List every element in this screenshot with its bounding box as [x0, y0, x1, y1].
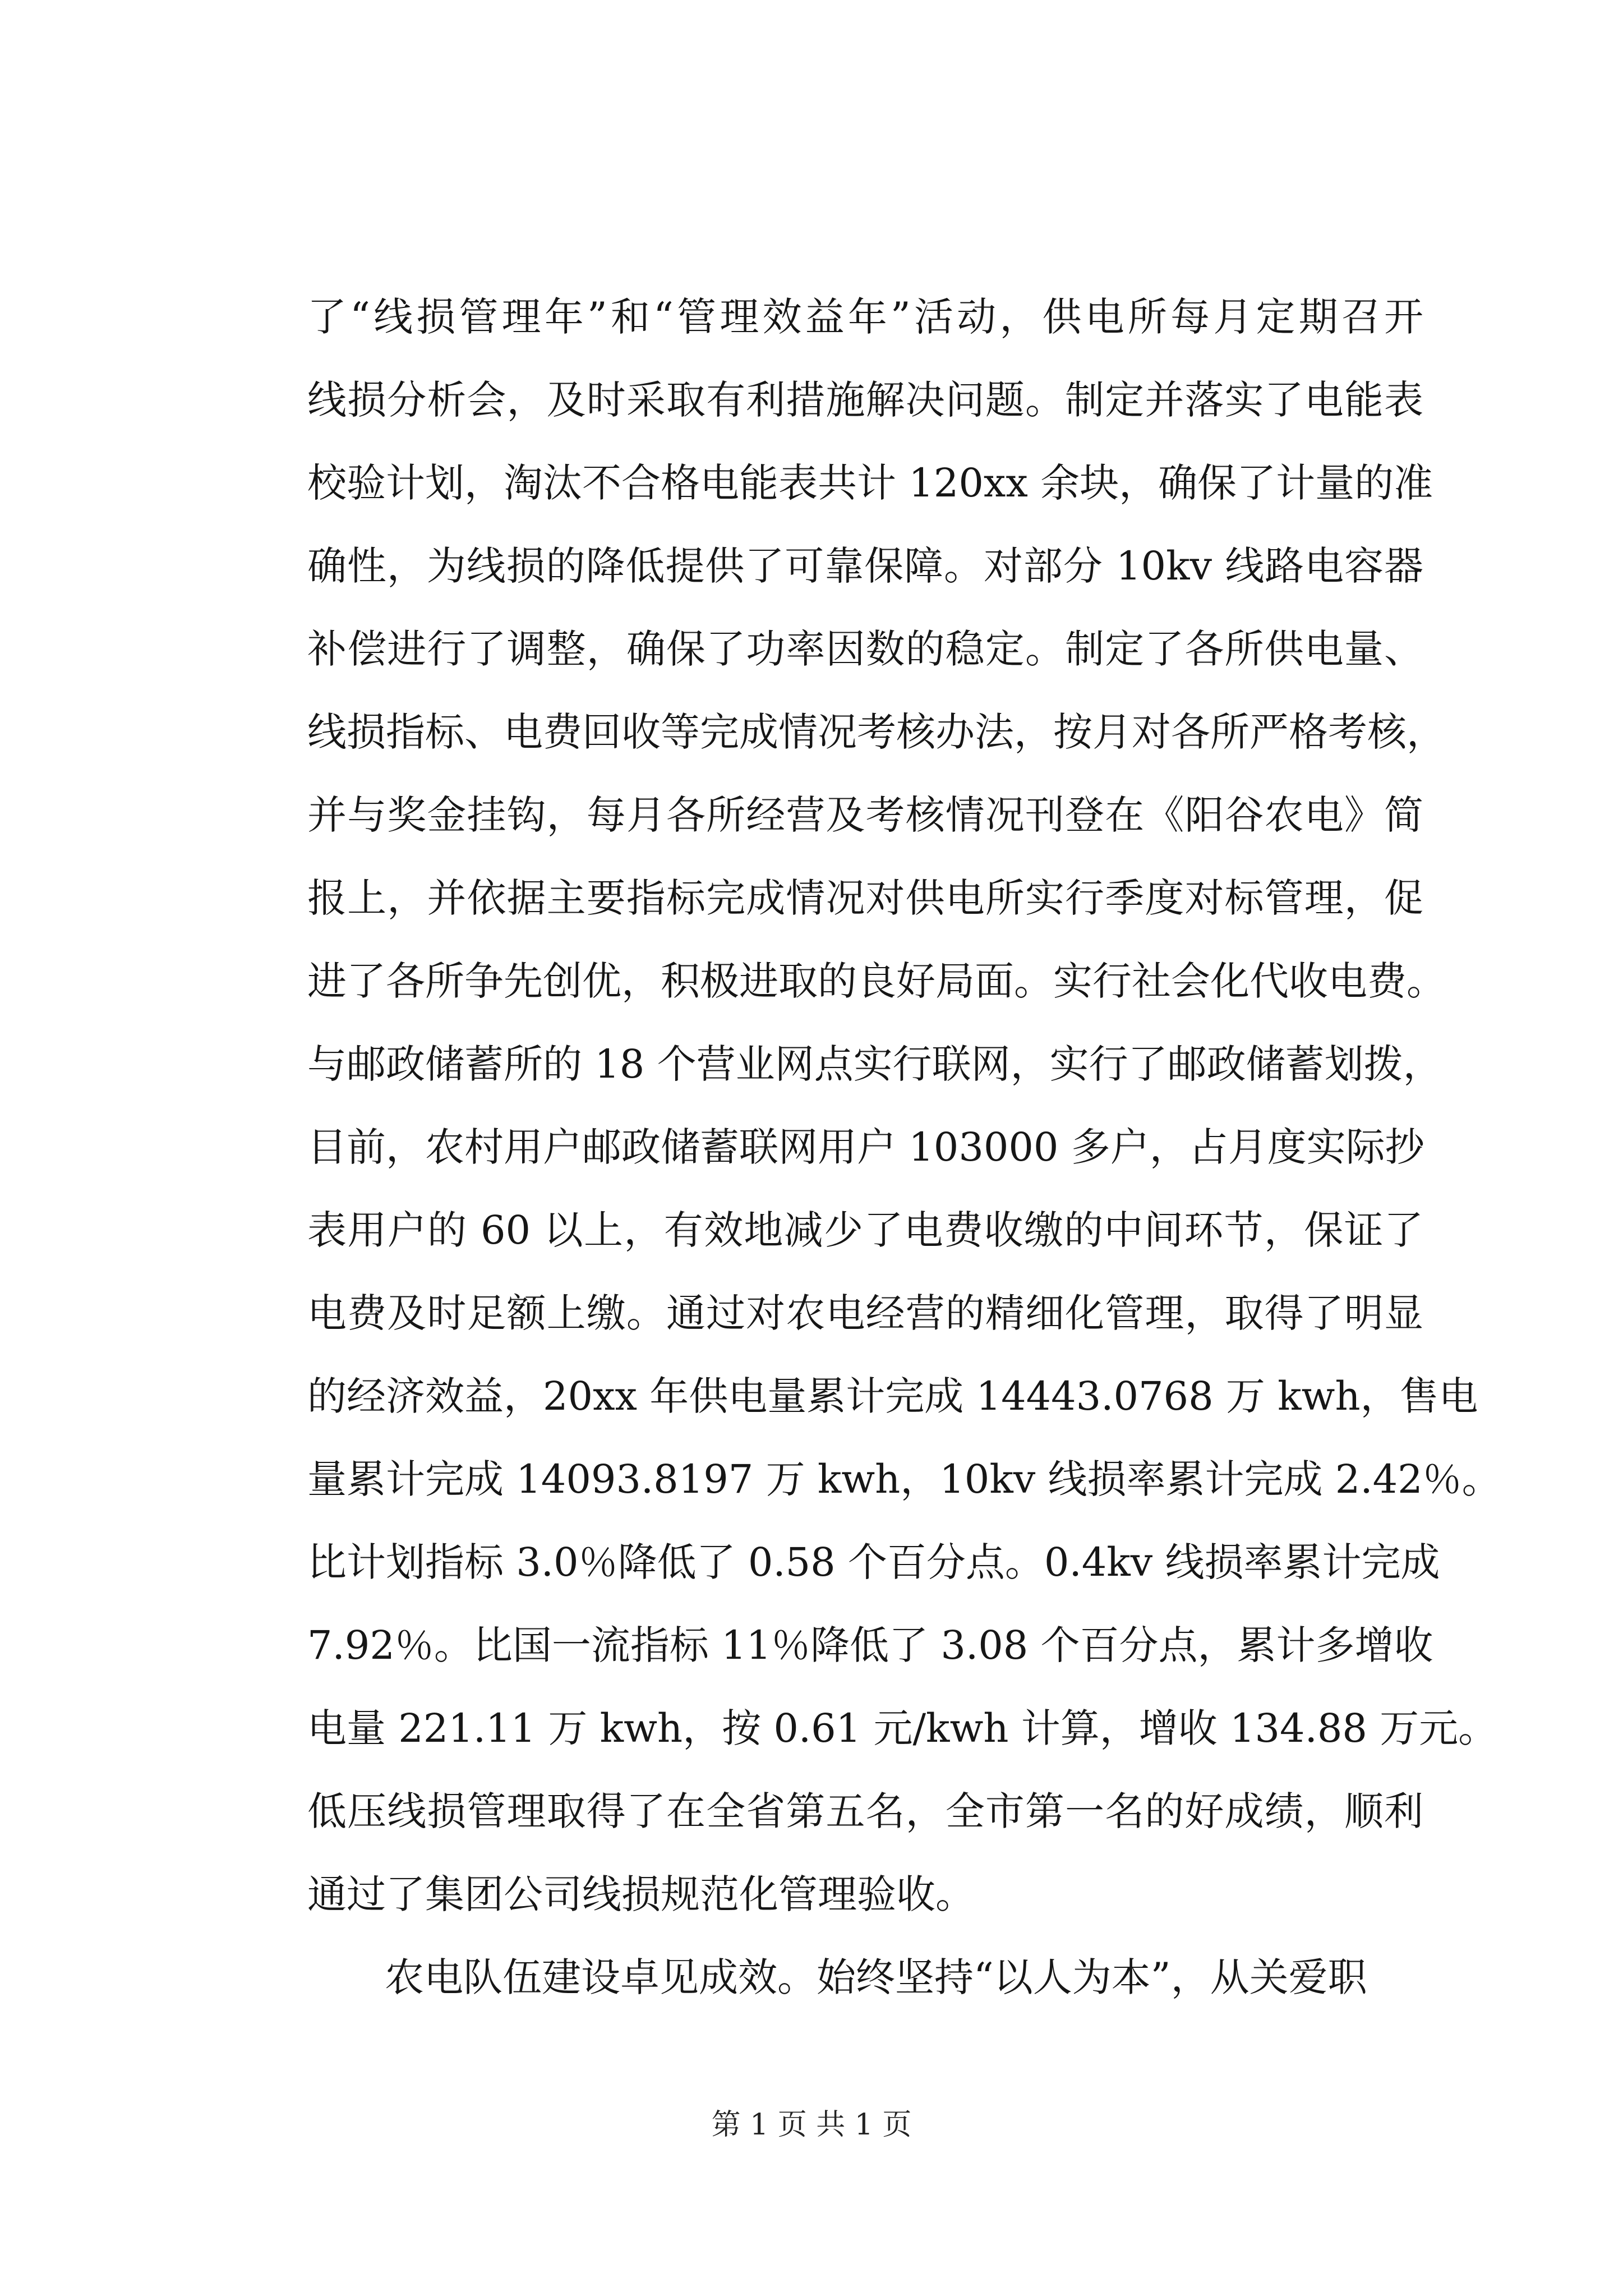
text-line: 线损分析会，及时采取有利措施解决问题。制定并落实了电能表	[307, 377, 1423, 423]
text-line: 进了各所争先创优，积极进取的良好局面。实行社会化代收电费。	[307, 958, 1446, 1004]
text-line: 7.92％。比国一流指标 11％降低了 3.08 个百分点，累计多增收	[307, 1622, 1433, 1668]
paragraph-first-line: 农电队伍建设卓见成效。始终坚持“以人为本”，从关爱职	[385, 1954, 1367, 2000]
text-line: 校验计划，淘汰不合格电能表共计 120xx 余块，确保了计量的准	[307, 460, 1433, 506]
text-line: 确性，为线损的降低提供了可靠保障。对部分 10kv 线路电容器	[307, 543, 1423, 589]
text-line: 线损指标、电费回收等完成情况考核办法，按月对各所严格考核，	[307, 709, 1446, 755]
text-line: 报上，并依据主要指标完成情况对供电所实行季度对标管理，促	[307, 875, 1423, 921]
page-footer: 第 1 页 共 1 页	[711, 2108, 912, 2142]
text-line: 量累计完成 14093.8197 万 kwh，10kv 线损率累计完成 2.42％。	[307, 1456, 1501, 1502]
body-text	[307, 292, 1501, 2035]
text-line: 电量 221.11 万 kwh，按 0.61 元/kwh 计算，增收 134.88 万元。	[307, 1705, 1498, 1751]
text-line: 电费及时足额上缴。通过对农电经营的精细化管理，取得了明显	[307, 1290, 1423, 1336]
text-line: 比计划指标 3.0％降低了 0.58 个百分点。0.4kv 线损率累计完成	[307, 1539, 1440, 1585]
text-line: 表用户的 60 以上，有效地减少了电费收缴的中间环节，保证了	[307, 1207, 1423, 1253]
text-line: 与邮政储蓄所的 18 个营业网点实行联网，实行了邮政储蓄划拨，	[307, 1041, 1442, 1087]
text-line: 目前，农村用户邮政储蓄联网用户 103000 多户，占月度实际抄	[307, 1124, 1424, 1170]
text-line: 补偿进行了调整，确保了功率因数的稳定。制定了各所供电量、	[307, 626, 1423, 672]
text-line: 并与奖金挂钩，每月各所经营及考核情况刊登在《阳谷农电》简	[307, 792, 1423, 838]
text-line: 的经济效益，20xx 年供电量累计完成 14443.0768 万 kwh，售电	[307, 1373, 1478, 1419]
text-line: 通过了集团公司线损规范化管理验收。	[307, 1871, 975, 1917]
text-line: 低压线损管理取得了在全省第五名，全市第一名的好成绩，顺利	[307, 1788, 1423, 1834]
text-line: 了“线损管理年”和“管理效益年”活动，供电所每月定期召开	[307, 294, 1423, 340]
